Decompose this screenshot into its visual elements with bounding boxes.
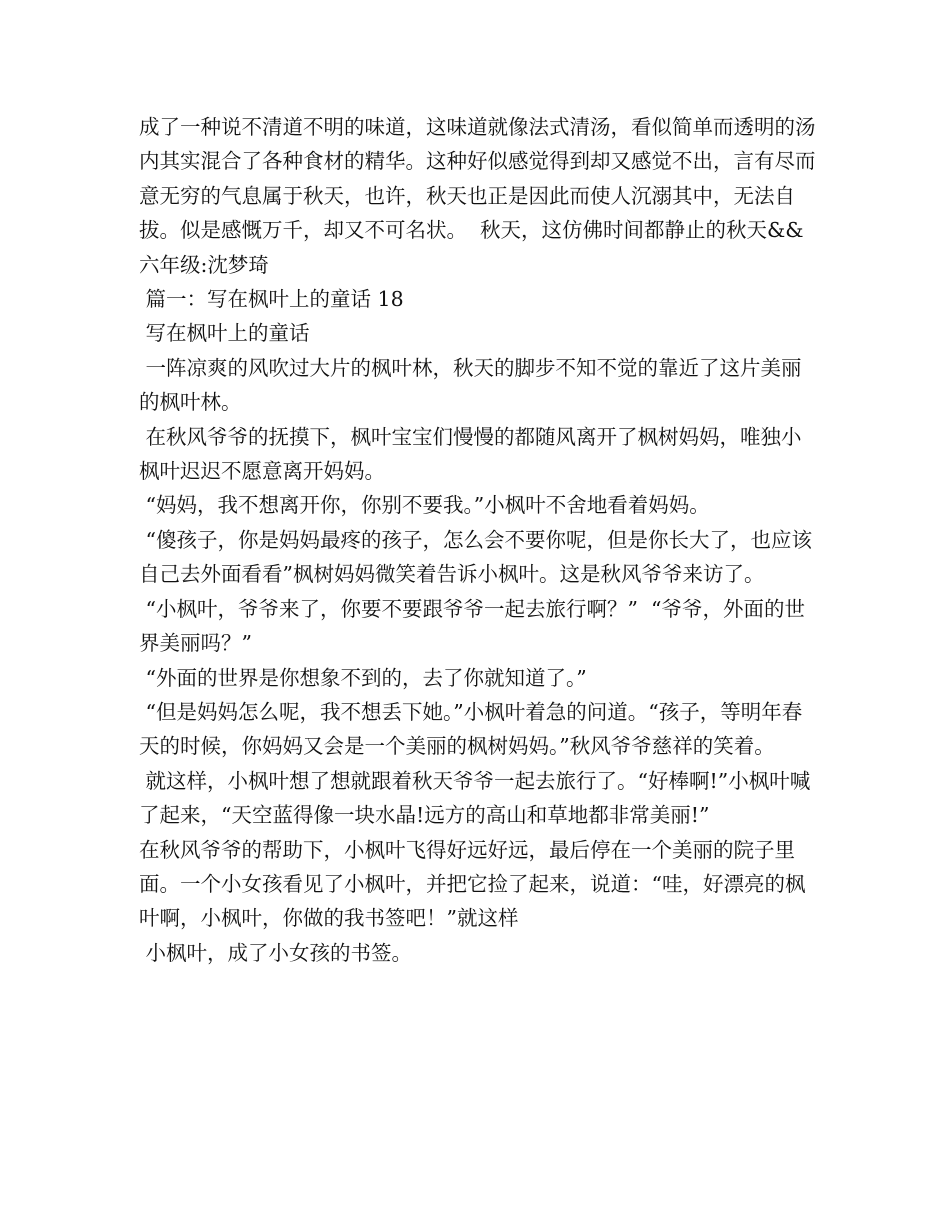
paragraph-dialogue: “小枫叶，爷爷来了，你要不要跟爷爷一起去旅行啊？” “爷爷，外面的世界美丽吗？”	[139, 596, 806, 656]
paragraph-dialogue: “外面的世界是你想象不到的，去了你就知道了。”	[139, 665, 587, 690]
paragraph: 在秋风爷爷的帮助下，小枫叶飞得好远好远，最后停在一个美丽的院子里面。一个小女孩看见了小枫叶，并把它捡了起来，说道：“哇，好漂亮的枫叶啊，小枫叶，你做的我书签吧！”就这样	[139, 837, 806, 931]
paragraph-dialogue: “傻孩子，你是妈妈最疼的孩子，怎么会不要你呢，但是你长大了，也应该自己去外面看看”枫树妈妈微笑着告诉小枫叶。这是秋风爷爷来访了。	[139, 527, 813, 587]
paragraph-closing: 小枫叶，成了小女孩的书签。	[139, 940, 413, 965]
paragraph-dialogue: “但是妈妈怎么呢，我不想丢下她。”小枫叶着急的问道。“孩子，等明年春天的时候，你妈妈又会是一个美丽的枫树妈妈。”秋风爷爷慈祥的笑着。	[139, 699, 803, 759]
paragraph-autumn-essay-ending: 成了一种说不清道不明的味道，这味道就像法式清汤，看似简单而透明的汤内其实混合了各种食材的精华。这种好似感觉得到却又感觉不出，言有尽而意无穷的气息属于秋天，也许，秋天也正是因此而使人沉溺其中，无法自拔。似是感慨万千，却又不可名状。 秋天，这仿佛时间都静止的秋天&&六年级:沈梦琦	[139, 115, 816, 277]
story-title: 写在枫叶上的童话	[139, 321, 310, 346]
paragraph: 在秋风爷爷的抚摸下，枫叶宝宝们慢慢的都随风离开了枫树妈妈，唯独小枫叶迟迟不愿意离开妈妈。	[139, 424, 802, 484]
paragraph-dialogue: “妈妈，我不想离开你，你别不要我。”小枫叶不舍地看着妈妈。	[139, 493, 710, 518]
section-heading: 篇一：写在枫叶上的童话 18	[139, 287, 404, 312]
document-body	[139, 110, 819, 970]
paragraph: 一阵凉爽的风吹过大片的枫叶林，秋天的脚步不知不觉的靠近了这片美丽的枫叶林。	[139, 355, 802, 415]
paragraph: 就这样，小枫叶想了想就跟着秋天爷爷一起去旅行了。“好棒啊!”小枫叶喊了起来，“天空蓝得像一块水晶!远方的高山和草地都非常美丽!”	[139, 768, 811, 828]
